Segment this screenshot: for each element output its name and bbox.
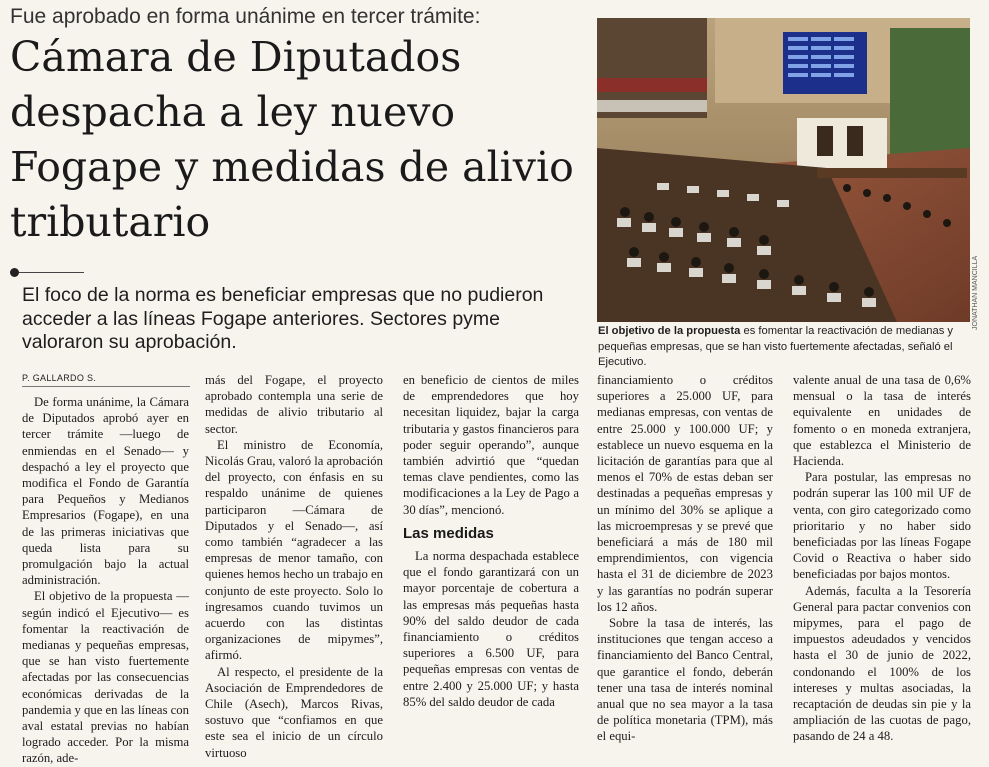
paragraph: Al respecto, el presidente de la Asociación de Emprendedores de Chile (Asech), Marcos Rivas, sostuvo que “confiamos en que este sea el inicio de un círculo virtuoso [205, 664, 383, 760]
body-column-4 [597, 372, 773, 744]
caption-text: es fomentar la reactivación de medianas y pequeñas empresas, que se han visto fuertemente afectadas, señaló el Ejecutivo. [598, 325, 954, 368]
section-heading: Las medidas [403, 524, 494, 542]
paragraph: El ministro de Economía, Nicolás Grau, valoró la aprobación del proyecto, con énfasis en su respaldo unánime de quienes participaron —Cámara de Diputados y el Senado—, así como también “agradecer a las empresas de menor tamaño, con quienes hemos hecho un trabajo en conjunto de este proyecto. Solo lo ingresamos cuando tuvimos un acuerdo con las distintas organizaciones de mipymes”, afirmó. [205, 437, 383, 663]
paragraph: en beneficio de cientos de miles de emprendedores que hoy necesitan liquidez, bajar la carga tributaria y gastos financieros para poder seguir operando”, aunque también advirtió que “quedan temas clave pendientes, como las modificaciones a la Ley de Pago a 30 días”, mencionó. [403, 373, 579, 517]
body-column-2 [205, 372, 383, 760]
byline-rule [22, 386, 190, 387]
paragraph: financiamiento o créditos superiores a 25.000 UF, para medianas empresas, con ventas de entre 25.000 y 100.000 UF; y establece un nuevo esquema en la licitación de garantías para que al menos el 70% de estas deban ser destinadas a pequeñas empresas y un mínimo del 30% se aplique a las microempresas y se prevé que beneficiará a más de 180 mil emprendimientos, con vigencia hasta el 31 de diciembre de 2023 y las garantías no podrán superar los 12 años. [597, 373, 773, 614]
article-subhead: El foco de la norma es beneficiar empresas que no pudieron acceder a las líneas Fogape anteriores. Sectores pyme valoraron su aprobación. [22, 284, 544, 353]
paragraph: El objetivo de la propuesta —según indicó el Ejecutivo— es fomentar la reactivación de medianas y pequeñas empresas, que se han visto fuertemente afectadas por las consecuencias económicas derivadas de la pandemia y que en las líneas con aval estatal previas no habían logrado acceder. Por la misma razón, ade- [22, 589, 189, 766]
paragraph: Sobre la tasa de interés, las instituciones que tengan acceso a financiamiento del Banco Central, que garantice el fondo, deberán tener una tasa de interés nominal anual que no sea mayor a la tasa de política monetaria (TPM), más el equi- [597, 616, 773, 744]
body-column-3 [403, 372, 579, 722]
paragraph: más del Fogape, el proyecto aprobado contempla una serie de medidas de alivio tributario al sector. [205, 373, 383, 436]
byline: P. GALLARDO S. [22, 373, 97, 383]
paragraph: La norma despachada establece que el fondo garantizará con un mayor porcentaje de cobertura a las empresas más pequeñas hasta 90% del saldo deudor de cada financiamiento o créditos superiores a 6.500 UF, para pequeñas empresas con ventas de entre 2.400 y 25.000 UF; y hasta 85% del saldo deudor de cada [403, 549, 579, 709]
paragraph: valente anual de una tasa de 0,6% mensual o la tasa de interés equivalente en unidades de fomento o en moneda extranjera, que establezca el Ministerio de Hacienda. [793, 373, 971, 469]
caption-lead: El objetivo de la propuesta [598, 325, 741, 337]
article-kicker: Fue aprobado en forma unánime en tercer trámite: [10, 5, 481, 28]
photo-caption [598, 324, 976, 371]
headline-rule-line [19, 272, 84, 273]
photo-credit: JONATHAN MANCILLA [972, 255, 979, 330]
article-headline: Cámara de Diputados despacha a ley nuevo Fogape y medidas de alivio tributario [10, 33, 574, 246]
body-column-5 [793, 372, 971, 744]
paragraph: De forma unánime, la Cámara de Diputados aprobó ayer en tercer trámite —luego de enmiendas en el Senado— y despachó a ley el proyecto que modifica el Fondo de Garantía para Pequeños y Medianos Empresarios (Fogape), en una de las primeras iniciativas que queda lista para su promulgación bajo la actual administración. [22, 395, 189, 588]
paragraph: Además, faculta a la Tesorería General para pactar convenios con mipymes, para el pago de impuestos adeudados y vencidos hasta el 30 de junio de 2022, condonando el 100% de los intereses y multas asociadas, la recaptación de deudas sin pie y la ampliación de las cuotas de pago, pasando de 24 a 48. [793, 583, 971, 744]
chamber-photo-illustration [597, 18, 970, 322]
chamber-photo [597, 18, 970, 322]
headline-rule-dot [10, 268, 19, 277]
body-column-1 [22, 394, 189, 766]
paragraph: Para postular, las empresas no podrán superar las 100 mil UF de venta, con giro categorizado como prioritario y no haber sido beneficiadas por las líneas Fogape Covid o Reactiva o haber sido beneficiadas por bajos montos. [793, 470, 971, 582]
